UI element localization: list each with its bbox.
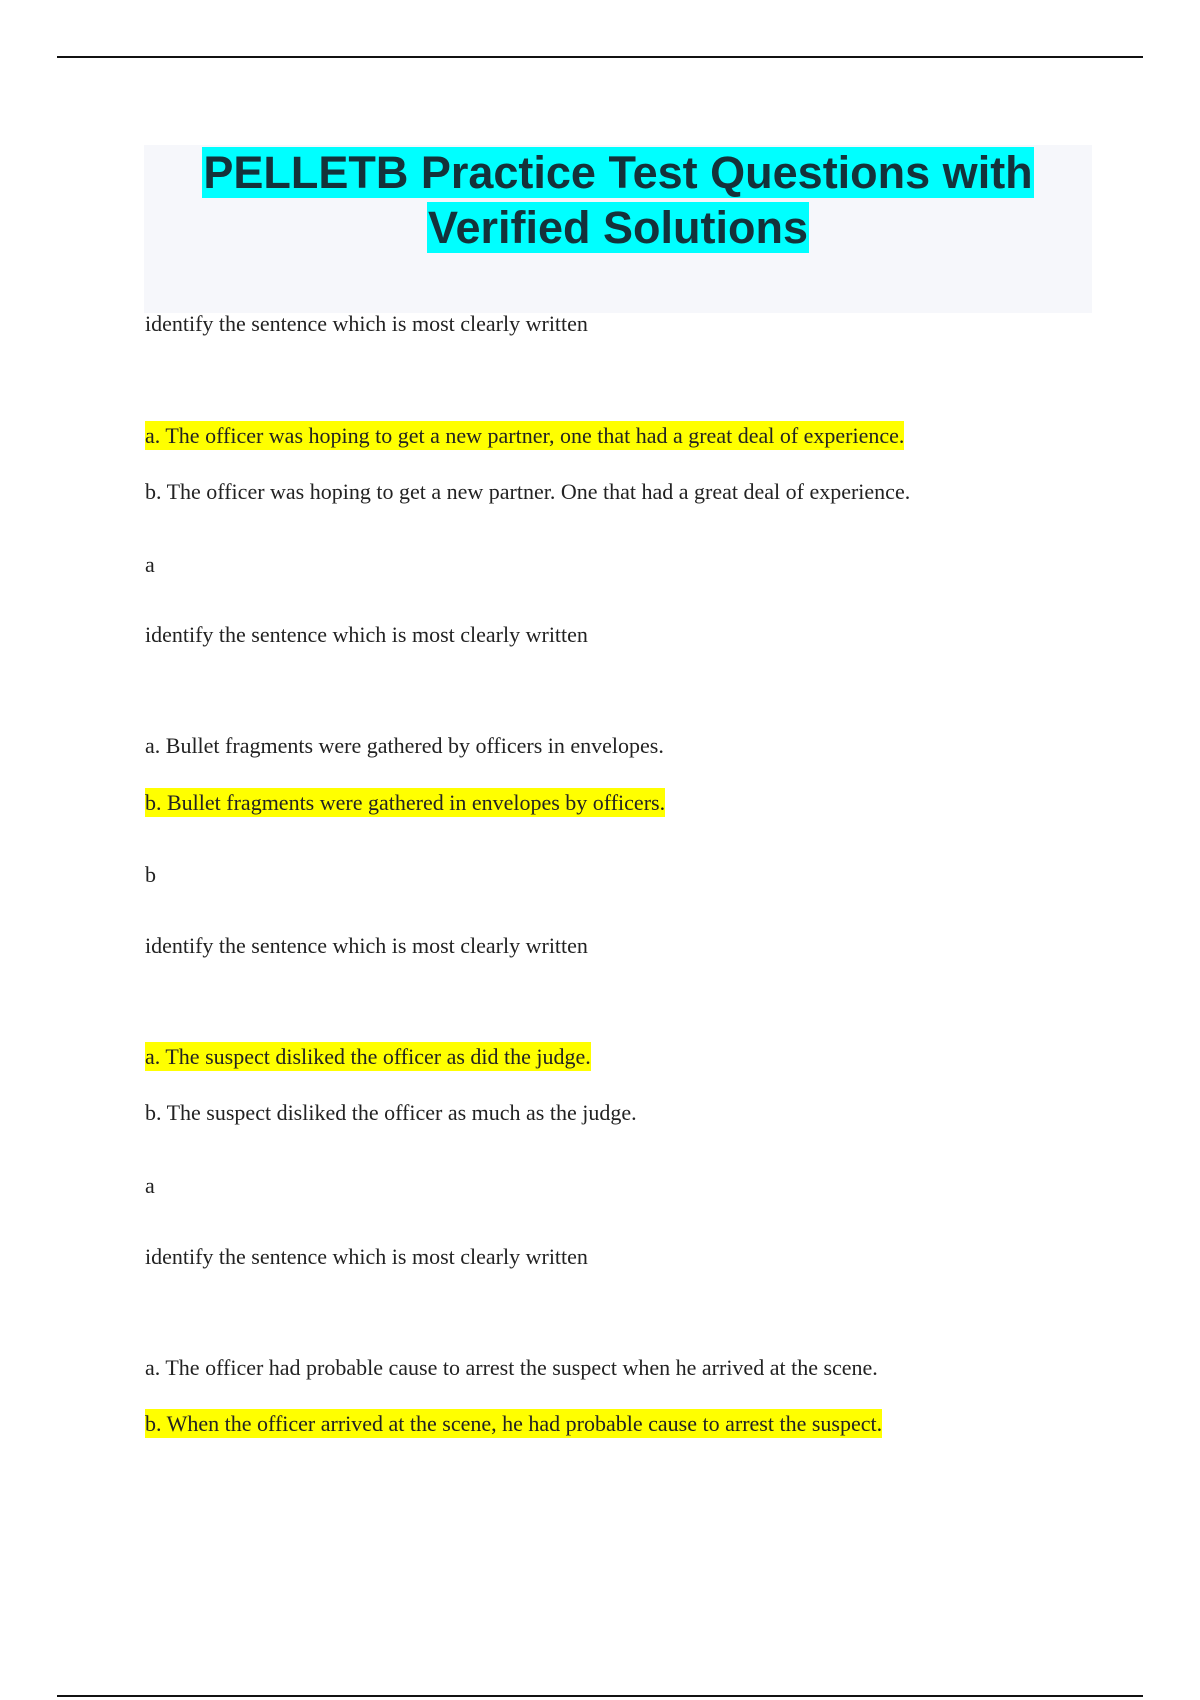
question-2-option-b bbox=[145, 789, 665, 817]
question-3-answer: a bbox=[145, 1173, 155, 1198]
top-rule bbox=[57, 56, 1143, 58]
title-line-2: Verified Solutions bbox=[427, 202, 809, 253]
question-1-option-a bbox=[145, 422, 904, 450]
question-2-prompt: identify the sentence which is most clearly written bbox=[145, 622, 588, 647]
document-title bbox=[144, 145, 1092, 255]
question-1-option-a-text: a. The officer was hoping to get a new partner, one that had a great deal of experience. bbox=[145, 423, 905, 448]
title-line-1: PELLETB Practice Test Questions with bbox=[203, 147, 1033, 198]
question-2-option-a: a. Bullet fragments were gathered by officers in envelopes. bbox=[145, 733, 664, 758]
question-1-option-b: b. The officer was hoping to get a new partner. One that had a great deal of experience. bbox=[145, 479, 911, 504]
question-3-option-a bbox=[145, 1043, 591, 1071]
bottom-rule bbox=[57, 1695, 1143, 1697]
question-3-prompt: identify the sentence which is most clearly written bbox=[145, 933, 588, 958]
question-3-option-b: b. The suspect disliked the officer as much as the judge. bbox=[145, 1100, 637, 1125]
question-3-option-a-text: a. The suspect disliked the officer as did the judge. bbox=[145, 1044, 591, 1069]
question-2-answer: b bbox=[145, 862, 156, 887]
question-2-option-b-text: b. Bullet fragments were gathered in envelopes by officers. bbox=[145, 790, 666, 815]
question-4-option-b-text: b. When the officer arrived at the scene, he had probable cause to arrest the suspect. bbox=[145, 1411, 883, 1436]
question-4-prompt: identify the sentence which is most clearly written bbox=[145, 1244, 588, 1269]
question-4-option-b bbox=[145, 1410, 882, 1438]
question-1-answer: a bbox=[145, 552, 155, 577]
question-4-option-a: a. The officer had probable cause to arrest the suspect when he arrived at the scene. bbox=[145, 1355, 878, 1380]
question-1-prompt: identify the sentence which is most clearly written bbox=[145, 311, 588, 336]
